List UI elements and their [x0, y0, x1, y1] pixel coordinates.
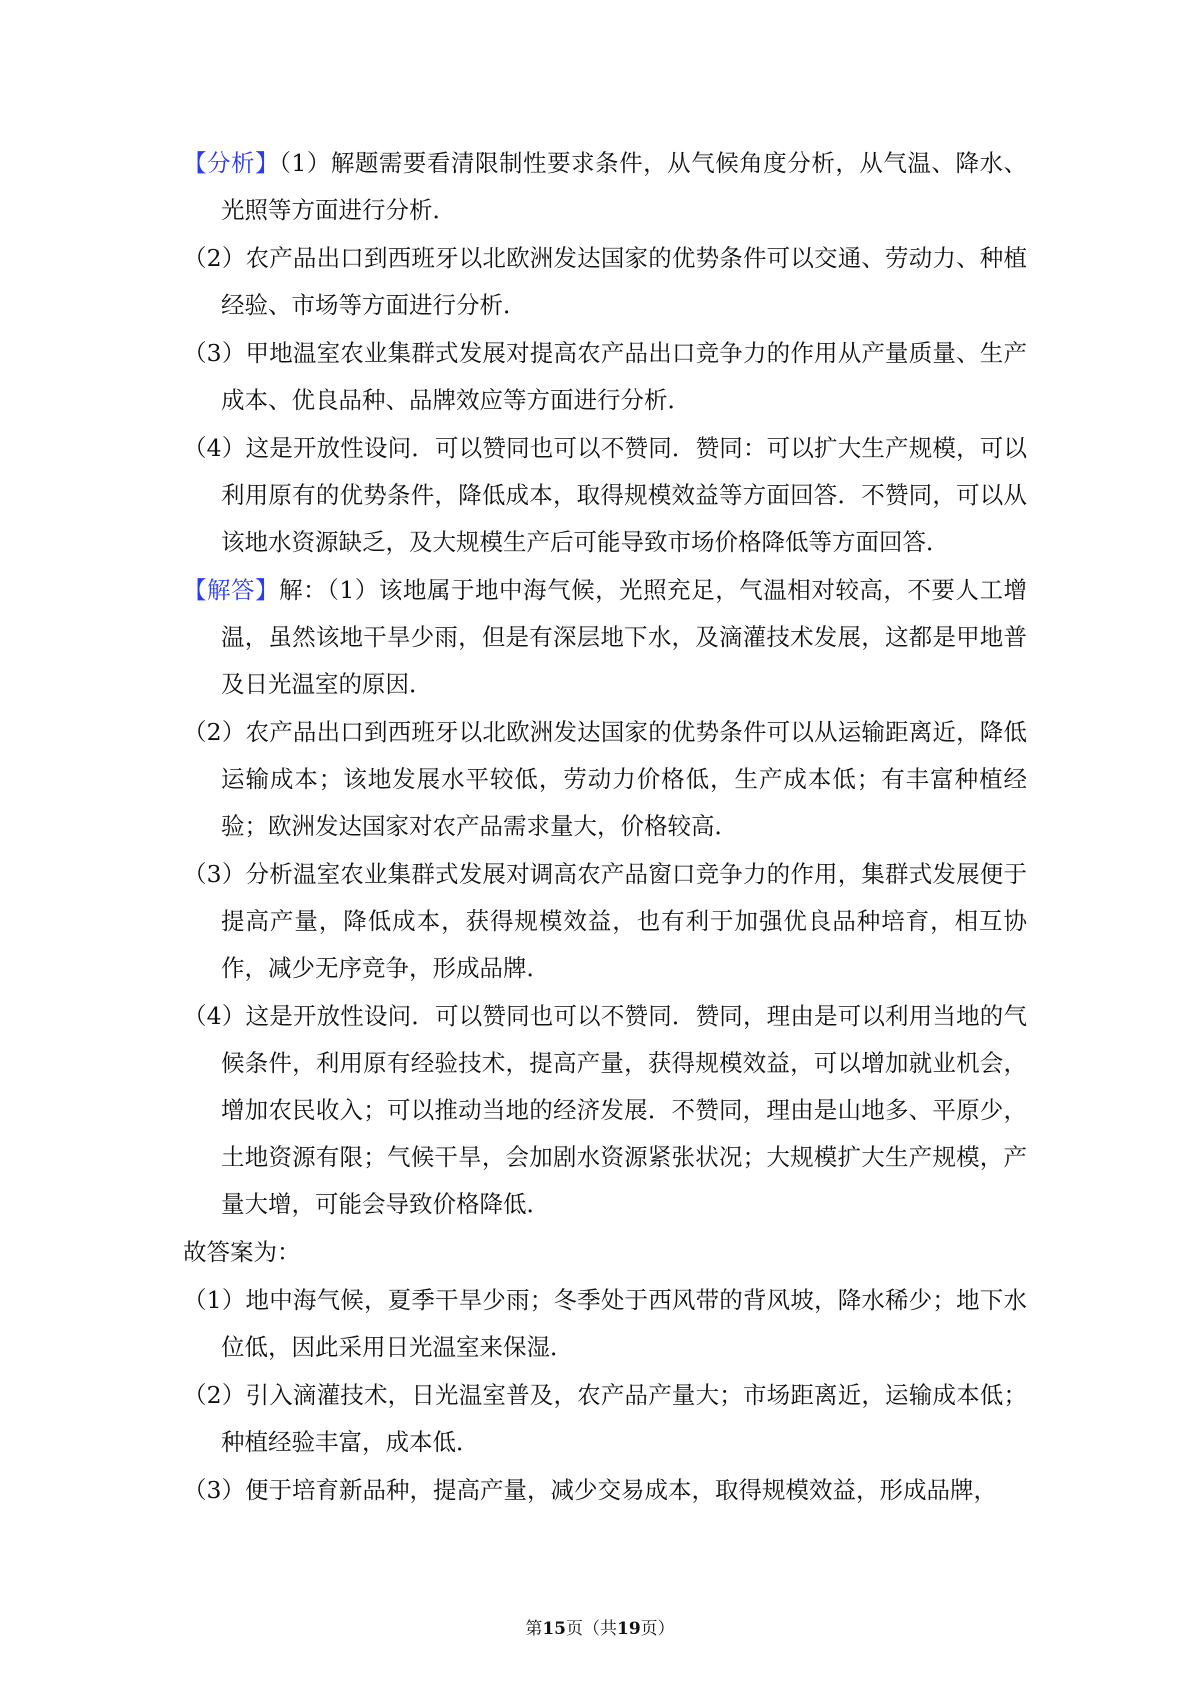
- conclusion-label: 故答案为：: [183, 1238, 301, 1266]
- conclusion-item-3: （3）便于培育新品种，提高产量，减少交易成本，取得规模效益，形成品牌，: [183, 1476, 997, 1504]
- conclusion-item-2: （2）引入滴灌技术，日光温室普及，农产品产量大；市场距离近，运输成本低；种植经验丰富，成本低．: [183, 1381, 1027, 1456]
- analysis-item-4: （4）这是开放性设问．可以赞同也可以不赞同．赞同：可以扩大生产规模，可以利用原有的优势条件，降低成本，取得规模效益等方面回答．不赞同，可以从该地水资源缺乏，及大规模生产后可能导致市场价格降低等方面回答．: [183, 434, 1027, 556]
- analysis-tag: 【分析】: [183, 149, 280, 177]
- analysis-item-2: （2）农产品出口到西班牙以北欧洲发达国家的优势条件可以交通、劳动力、种植经验、市场等方面进行分析．: [183, 244, 1027, 319]
- analysis-item-3: （3）甲地温室农业集群式发展对提高农产品出口竞争力的作用从产量质量、生产成本、优良品种、品牌效应等方面进行分析．: [183, 339, 1027, 414]
- page-footer: 第15页（共19页）: [525, 1619, 675, 1639]
- analysis-item-1: 【分析】（1）解题需要看清限制性要求条件，从气候角度分析，从气温、降水、光照等方面进行分析．: [183, 149, 1027, 224]
- conclusion-item-1: （1）地中海气候，夏季干旱少雨；冬季处于西风带的背风坡，降水稀少；地下水位低，因此采用日光温室来保湿．: [183, 1286, 1027, 1361]
- page-content: [183, 140, 1027, 1515]
- page-total: 19: [617, 1619, 641, 1639]
- page-number: 15: [542, 1619, 566, 1639]
- answer-item-1: 【解答】解：（1）该地属于地中海气候，光照充足，气温相对较高，不要人工增温，虽然该地干旱少雨，但是有深层地下水，及滴灌技术发展，这都是甲地普及日光温室的原因．: [183, 576, 1027, 698]
- answer-item-3: （3）分析温室农业集群式发展对调高农产品窗口竞争力的作用，集群式发展便于提高产量，降低成本，获得规模效益，也有利于加强优良品种培育，相互协作，减少无序竞争，形成品牌．: [183, 860, 1027, 982]
- answer-tag: 【解答】: [183, 576, 280, 604]
- answer-item-2: （2）农产品出口到西班牙以北欧洲发达国家的优势条件可以从运输距离近，降低运输成本；该地发展水平较低，劳动力价格低，生产成本低；有丰富种植经验；欧洲发达国家对农产品需求量大，价格较高．: [183, 718, 1027, 840]
- answer-item-4: （4）这是开放性设问．可以赞同也可以不赞同．赞同，理由是可以利用当地的气候条件，利用原有经验技术，提高产量，获得规模效益，可以增加就业机会，增加农民收入；可以推动当地的经济发展．不赞同，理由是山地多、平原少，土地资源有限；气候干旱，会加剧水资源紧张状况；大规模扩大生产规模，产量大增，可能会导致价格降低．: [183, 1002, 1027, 1218]
